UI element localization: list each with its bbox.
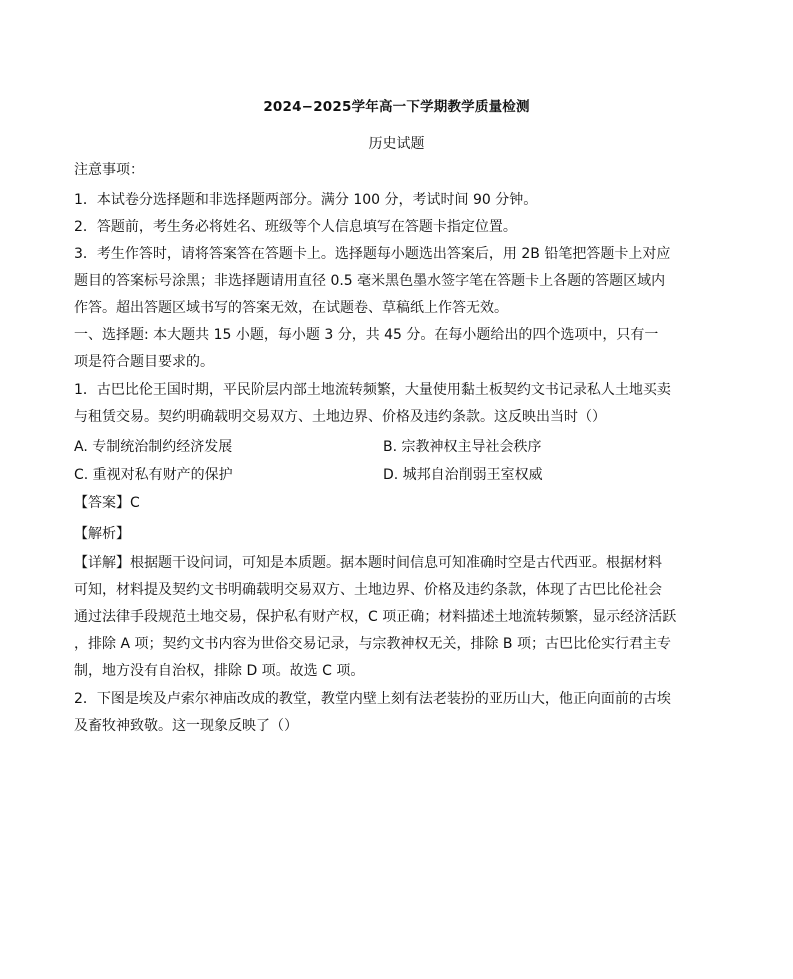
notice-item: 1．本试卷分选择题和非选择题两部分。满分 100 分，考试时间 90 分钟。 <box>74 192 538 208</box>
page-title: 2024−2025学年高一下学期教学质量检测 <box>263 99 530 115</box>
notice-item: 作答。超出答题区域书写的答案无效，在试题卷、草稿纸上作答无效。 <box>74 300 508 316</box>
notice-item: 3．考生作答时，请将答案答在答题卡上。选择题每小题选出答案后，用 2B 铅笔把答题卡上对应 <box>74 246 671 262</box>
option-a: A. 专制统治制约经济发展 <box>74 439 233 455</box>
question-2-stem: 及畜牧神致敬。这一现象反映了（） <box>74 718 298 734</box>
notice-item: 题目的答案标号涂黑；非选择题请用直径 0.5 毫米黑色墨水签字笔在答题卡上各题的答题区域内 <box>74 273 666 289</box>
detail-line: 【详解】根据题干设问词，可知是本质题。据本题时间信息可知准确时空是古代西亚。根据材料 <box>74 555 662 571</box>
detail-line: ，排除 A 项；契约文书内容为世俗交易记录，与宗教神权无关，排除 B 项；古巴比伦实行君主专 <box>74 636 671 652</box>
notice-heading: 注意事项： <box>74 162 144 178</box>
question-2-stem: 2．下图是埃及卢索尔神庙改成的教堂，教堂内壁上刻有法老装扮的亚历山大，他正向面前的古埃 <box>74 691 671 707</box>
page-subtitle: 历史试题 <box>368 136 425 152</box>
detail-line: 通过法律手段规范土地交易，保护私有财产权，C 项正确；材料描述土地流转频繁，显示经济活跃 <box>74 609 677 625</box>
section-instructions: 一、选择题: 本大题共 15 小题，每小题 3 分，共 45 分。在每小题给出的四个选项中，只有一 <box>74 327 659 343</box>
question-1-stem: 与租赁交易。契约明确载明交易双方、土地边界、价格及违约条款。这反映出当时（） <box>74 409 606 425</box>
option-c: C. 重视对私有财产的保护 <box>74 467 233 483</box>
answer-label: 【答案】C <box>74 495 140 511</box>
detail-line: 制，地方没有自治权，排除 D 项。故选 C 项。 <box>74 663 365 679</box>
option-b: B. 宗教神权主导社会秩序 <box>383 439 542 455</box>
question-1-stem: 1．古巴比伦王国时期，平民阶层内部土地流转频繁，大量使用黏土板契约文书记录私人土地买卖 <box>74 382 671 398</box>
option-d: D. 城邦自治削弱王室权威 <box>383 467 543 483</box>
notice-item: 2．答题前，考生务必将姓名、班级等个人信息填写在答题卡指定位置。 <box>74 219 517 235</box>
section-instructions: 项是符合题目要求的。 <box>74 354 214 370</box>
detail-line: 可知，材料提及契约文书明确载明交易双方、土地边界、价格及违约条款，体现了古巴比伦社会 <box>74 582 662 598</box>
analysis-label: 【解析】 <box>74 526 130 542</box>
